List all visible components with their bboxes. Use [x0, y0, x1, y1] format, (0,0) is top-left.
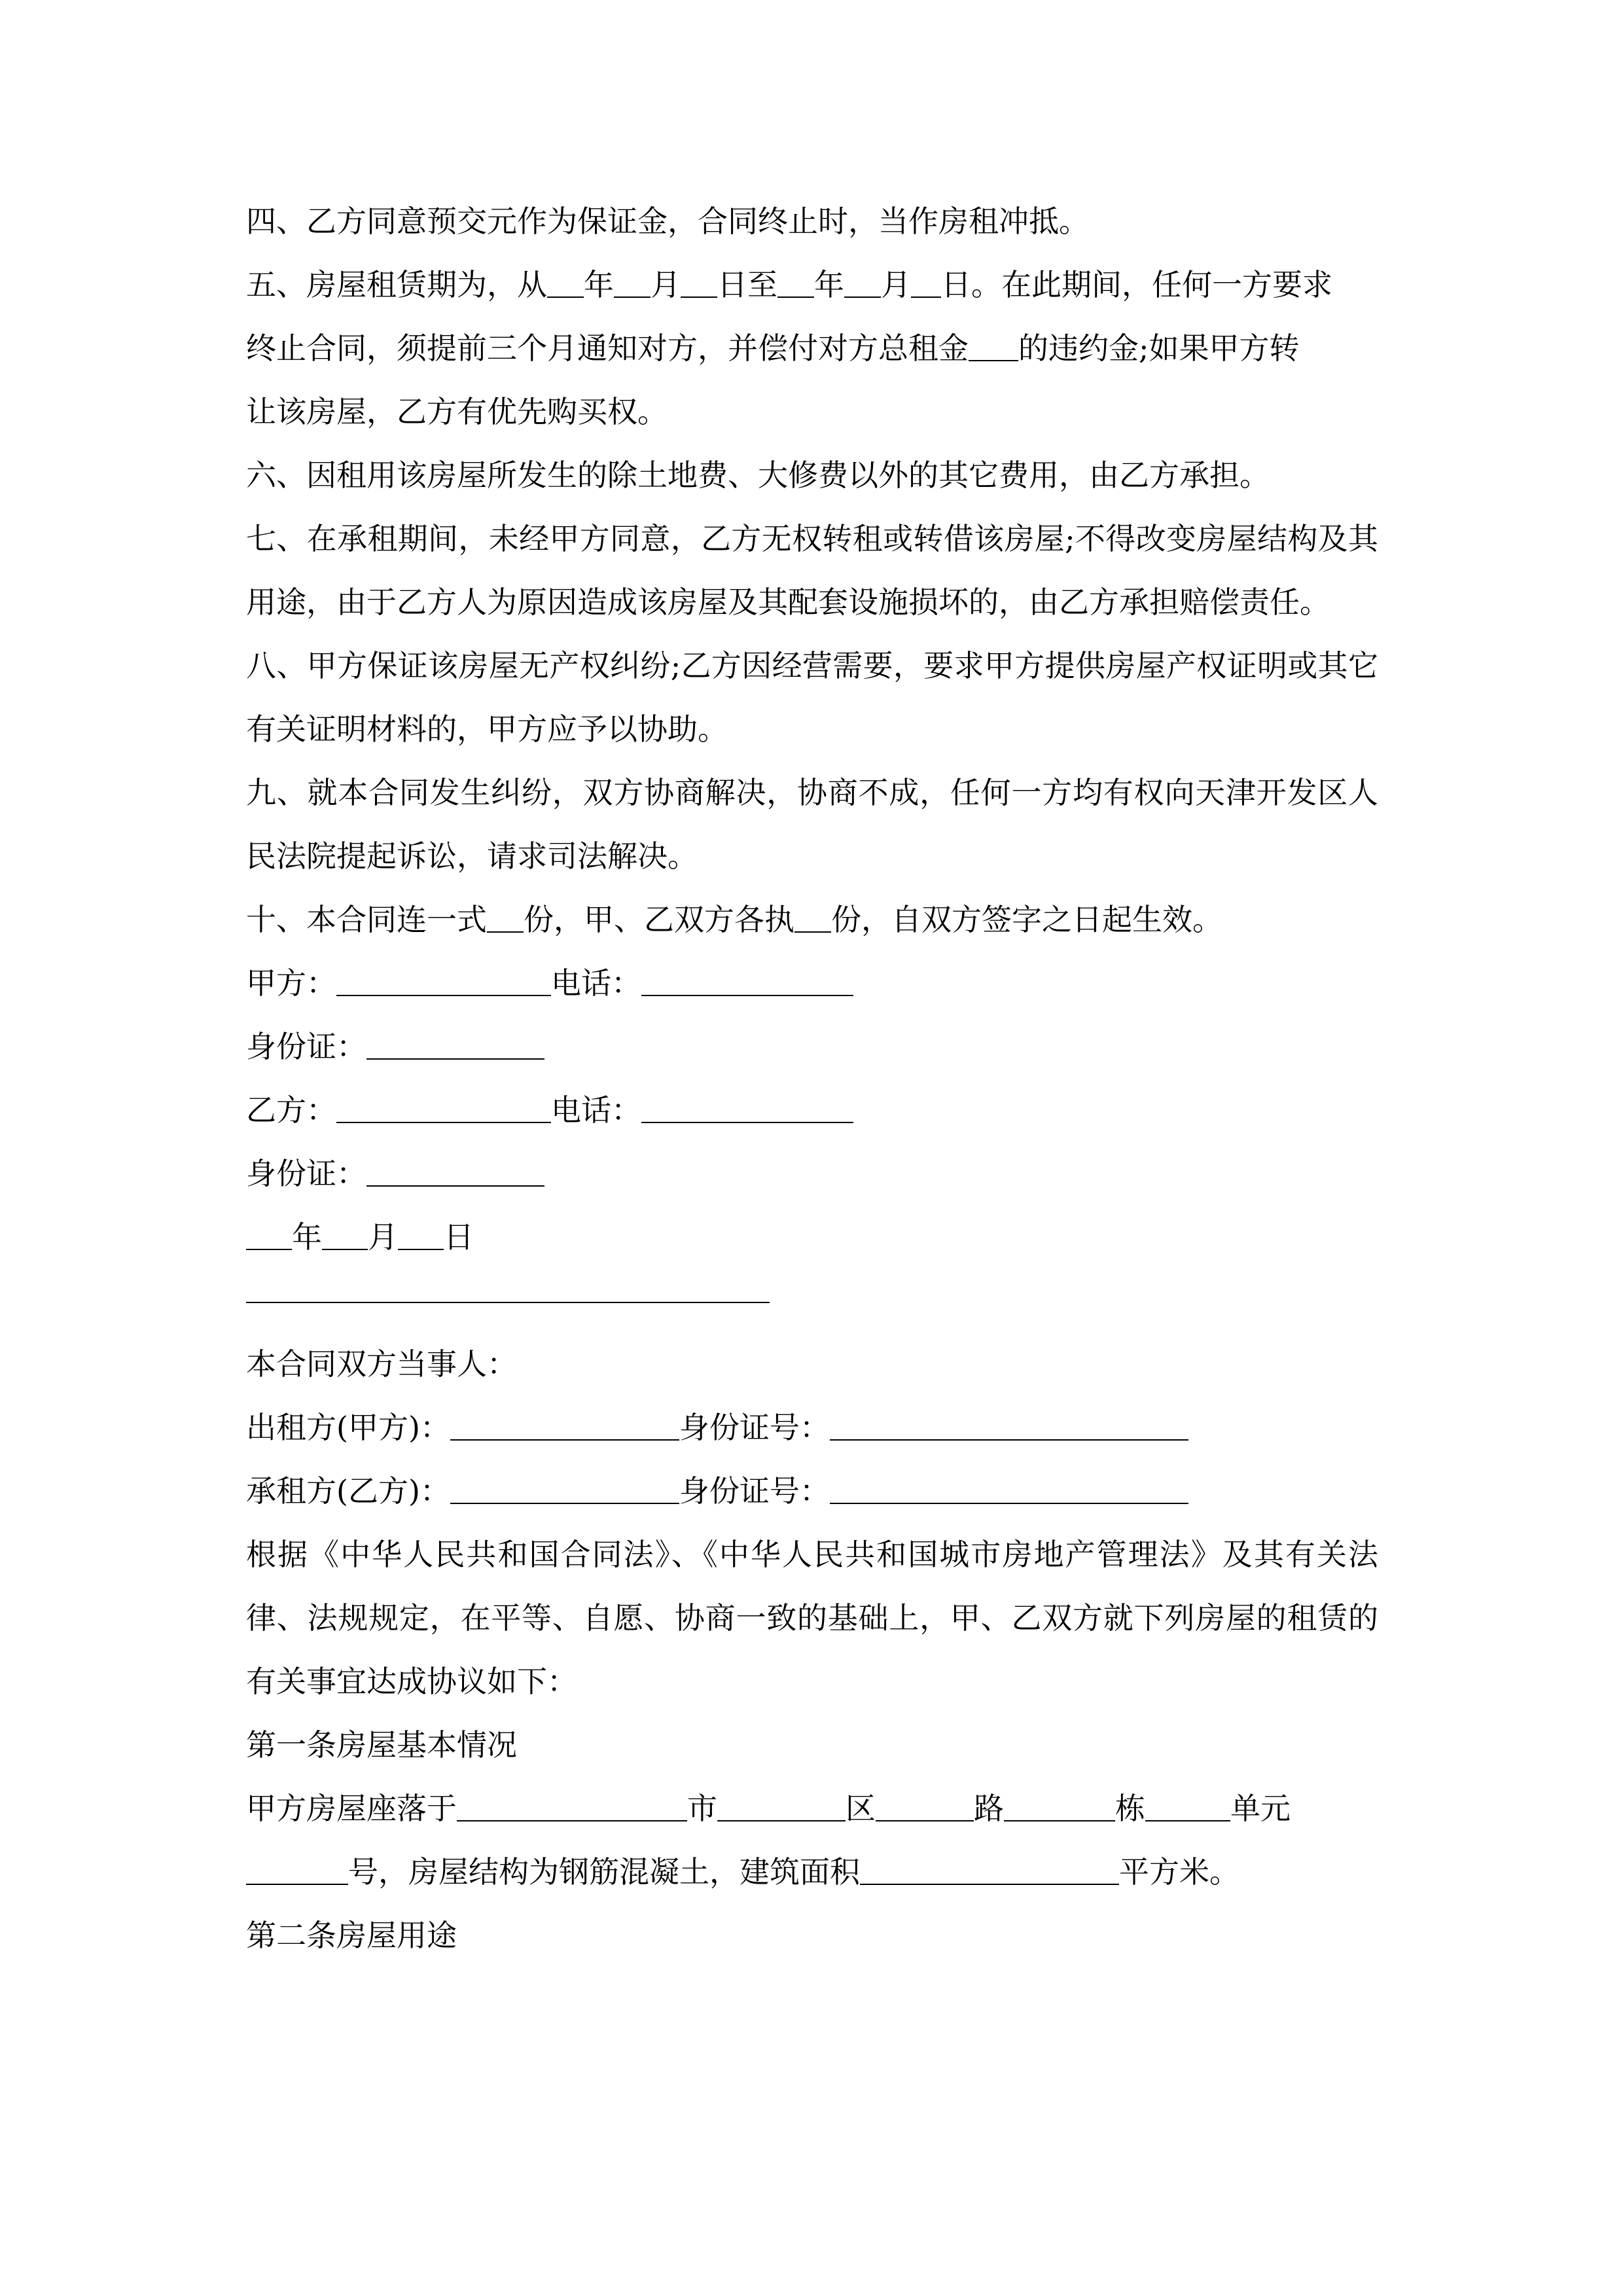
- clause-9: 九、就本合同发生纠纷，双方协商解决，协商不成，任何一方均有权向天津开发区人民法院提起诉讼，请求司法解决。: [246, 775, 1378, 874]
- clause-6: 六、因租用该房屋所发生的除土地费、大修费以外的其它费用，由乙方承担。: [246, 457, 1270, 493]
- lessor-id-field[interactable]: [830, 1413, 1188, 1441]
- number-field[interactable]: [246, 1857, 348, 1885]
- article-1-text: 甲方房屋座落于: [246, 1791, 457, 1826]
- day-field[interactable]: [398, 1223, 444, 1250]
- blank-field[interactable]: [777, 270, 814, 298]
- city-label: 市: [687, 1791, 717, 1826]
- phone-b-field[interactable]: [641, 1096, 853, 1123]
- road-label: 路: [974, 1791, 1004, 1826]
- building-label: 栋: [1115, 1791, 1145, 1826]
- clause-5-year-2: 年: [814, 267, 844, 302]
- clause-5-line-1: [246, 253, 1378, 317]
- clause-10-text-c: 份，自双方签字之日起生效。: [831, 902, 1222, 937]
- district-field[interactable]: [876, 1794, 974, 1821]
- lessee-field[interactable]: [450, 1477, 679, 1504]
- party-b-label: 乙方：: [246, 1092, 336, 1128]
- day-label: 日: [444, 1219, 474, 1255]
- id-card-b-field[interactable]: [366, 1159, 544, 1187]
- parties-heading: 本合同双方当事人：: [246, 1346, 517, 1382]
- month-field[interactable]: [322, 1223, 368, 1250]
- document-page: [246, 190, 1378, 1967]
- clause-8: 八、甲方保证该房屋无产权纠纷;乙方因经营需要，要求甲方提供房屋产权证明或其它有关证明材料的，甲方应予以协助。: [246, 648, 1378, 747]
- party-b-field[interactable]: [336, 1096, 551, 1123]
- clause-5-line-2: [246, 317, 1378, 380]
- id-card-a-field[interactable]: [366, 1032, 544, 1060]
- year-label: 年: [292, 1219, 322, 1255]
- party-b-id-row: [246, 1142, 1378, 1206]
- city-field[interactable]: [717, 1794, 846, 1821]
- article-1-text-2: 号，房屋结构为钢筋混凝土，建筑面积: [348, 1854, 860, 1890]
- lessor-label: 出租方(甲方)：: [246, 1410, 450, 1445]
- clause-5-day: 日至: [717, 267, 777, 302]
- unit-label: 单元: [1230, 1791, 1291, 1826]
- district-label: 区: [846, 1791, 876, 1826]
- preamble: 根据《中华人民共和国合同法》、《中华人民共和国城市房地产管理法》及其有关法律、法规规定，在平等、自愿、协商一致的基础上，甲、乙双方就下列房屋的租赁的有关事宜达成协议如下：: [246, 1537, 1378, 1699]
- party-a-id-row: [246, 1015, 1378, 1079]
- lessee-label: 承租方(乙方)：: [246, 1473, 450, 1509]
- party-b-row: [246, 1079, 1378, 1142]
- clause-5-text-3: 的违约金;如果甲方转: [1018, 331, 1300, 366]
- party-a-label: 甲方：: [246, 965, 336, 1001]
- area-field[interactable]: [860, 1857, 1119, 1885]
- article-1-title: 第一条房屋基本情况: [246, 1727, 517, 1763]
- sqm-label: 平方米。: [1119, 1854, 1240, 1890]
- blank-field[interactable]: [794, 905, 831, 933]
- phone-a-field[interactable]: [641, 969, 853, 996]
- clause-4: 四、乙方同意预交元作为保证金，合同终止时，当作房租冲抵。: [246, 204, 1089, 239]
- id-card-label: 身份证：: [246, 1156, 366, 1191]
- building-field[interactable]: [1145, 1794, 1230, 1821]
- id-no-label: 身份证号：: [679, 1410, 830, 1445]
- blank-field[interactable]: [681, 270, 717, 298]
- month-label: 月: [368, 1219, 398, 1255]
- year-field[interactable]: [246, 1223, 292, 1250]
- clause-5-text-2: 终止合同，须提前三个月通知对方，并偿付对方总租金: [246, 331, 969, 366]
- article-2-title: 第二条房屋用途: [246, 1918, 457, 1953]
- clause-10-text-a: 十、本合同连一式: [246, 902, 487, 937]
- blank-field[interactable]: [911, 270, 941, 298]
- lessee-row: [246, 1460, 1378, 1523]
- date-row: [246, 1206, 1378, 1269]
- party-a-field[interactable]: [336, 969, 551, 996]
- lessor-field[interactable]: [450, 1413, 679, 1441]
- article-1-line-1: [246, 1777, 1378, 1840]
- phone-label: 电话：: [551, 1092, 641, 1128]
- phone-label: 电话：: [551, 965, 641, 1001]
- blank-field[interactable]: [547, 270, 584, 298]
- blank-field[interactable]: [969, 334, 1018, 361]
- clause-5-month-2: 月: [881, 267, 911, 302]
- party-a-row: [246, 952, 1378, 1015]
- lessor-row: [246, 1396, 1378, 1460]
- blank-field[interactable]: [487, 905, 524, 933]
- id-no-label: 身份证号：: [679, 1473, 830, 1509]
- address-field[interactable]: [457, 1794, 687, 1821]
- section-divider: [246, 1269, 1378, 1333]
- lessee-id-field[interactable]: [830, 1477, 1188, 1504]
- blank-field[interactable]: [844, 270, 881, 298]
- road-field[interactable]: [1004, 1794, 1115, 1821]
- clause-7: 七、在承租期间，未经甲方同意，乙方无权转租或转借该房屋;不得改变房屋结构及其用途，由于乙方人为原因造成该房屋及其配套设施损坏的，由乙方承担赔偿责任。: [246, 521, 1378, 620]
- article-1-line-2: [246, 1840, 1378, 1904]
- clause-5-line-3: 让该房屋，乙方有优先购买权。: [246, 394, 668, 429]
- id-card-label: 身份证：: [246, 1029, 366, 1064]
- blank-field[interactable]: [614, 270, 651, 298]
- clause-5-text: 五、房屋租赁期为，从: [246, 267, 547, 302]
- clause-5-month: 月: [651, 267, 681, 302]
- divider-line: [246, 1302, 770, 1303]
- clause-10: [246, 888, 1378, 952]
- clause-10-text-b: 份，甲、乙双方各执: [524, 902, 794, 937]
- clause-5-day-2: 日。在此期间，任何一方要求: [941, 267, 1332, 302]
- clause-5-year: 年: [584, 267, 614, 302]
